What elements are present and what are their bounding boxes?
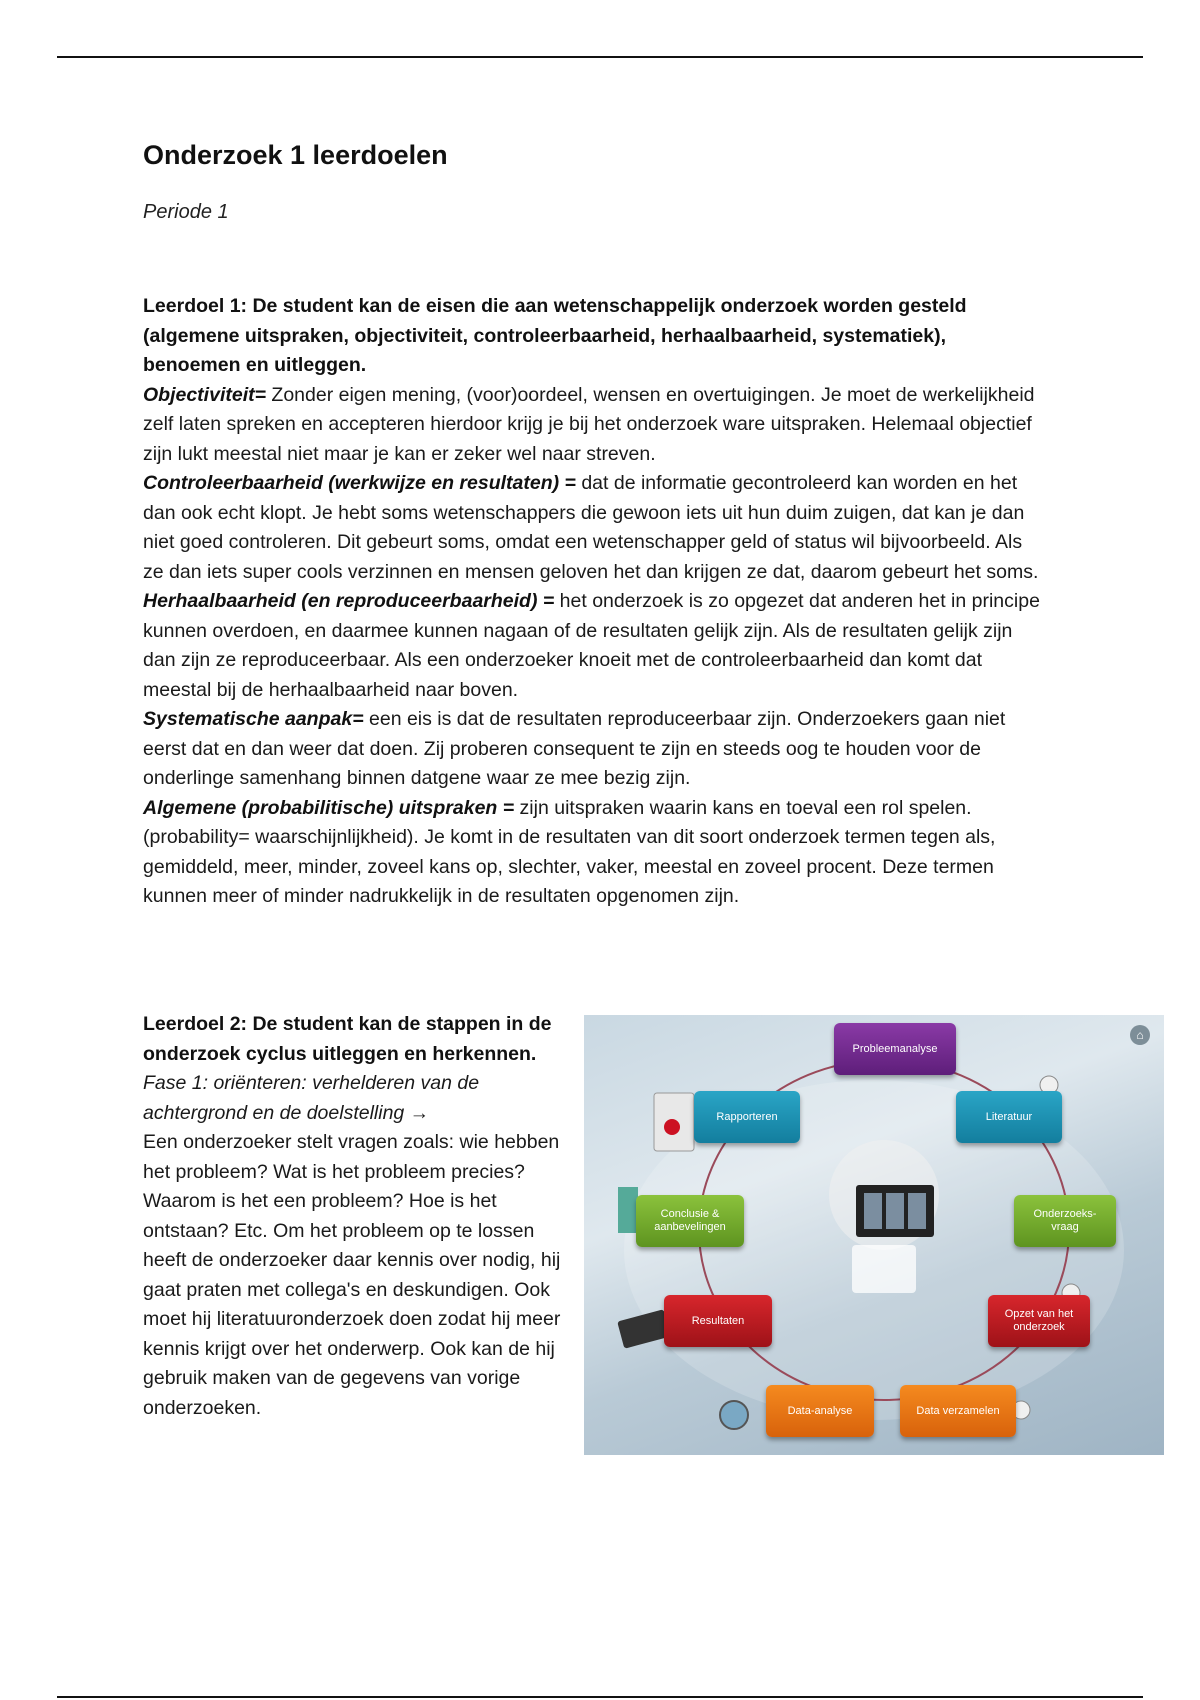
objectiviteit-paragraph xyxy=(143,381,1043,470)
step-opzet-onderzoek: Opzet van het onderzoek xyxy=(988,1295,1090,1347)
leerdoel-2-section xyxy=(143,1010,563,1423)
fase-1-text: Een onderzoeker stelt vragen zoals: wie hebben het probleem? Wat is het probleem precies? Waarom is het een probleem? Hoe is het ontstaan? Etc. Om het probleem op te lossen heeft de onderzoeker daar kennis over nodig, hij gaat praten met collega's en deskundigen. Ook moet hij literatuuronderzoek doen zodat hij meer kennis krijgt over het onderwerp. Ook kan de hij gebruik maken van de gegevens van vorige onderzoeken. xyxy=(143,1131,561,1419)
bottom-rule xyxy=(57,1696,1143,1698)
home-icon[interactable]: ⌂ xyxy=(1130,1025,1150,1045)
fase-1-line: Fase 1: oriënteren: verhelderen van de achtergrond en de doelstelling → xyxy=(143,1072,480,1124)
systematische-text: een eis is dat de resultaten reproduceerbaar zijn. Onderzoekers gaan niet eerst dat en dan weer dat doen. Zij proberen consequent te zijn en steeds oog te houden voor de onderlinge samenhang binnen datgene waar ze mee bezig zijn. xyxy=(143,708,1006,789)
step-data-verzamelen: Data verzamelen xyxy=(900,1385,1016,1437)
magnifier-icon xyxy=(720,1401,748,1429)
herhaalbaarheid-text: het onderzoek is zo opgezet dat anderen het in principe kunnen overdoen, en daarmee kunnen nagaan of de resultaten gelijk zijn. Als de resultaten gelijk zijn dan zijn ze reproduceerbaar. Als een onderzoeker knoeit met de controleerbaarheid dan komt dat meestal bij de herhaalbaarheid naar boven. xyxy=(143,590,1040,701)
objectiviteit-term: Objectiviteit= xyxy=(143,383,266,406)
page-subtitle: Periode 1 xyxy=(143,201,229,223)
systematische-paragraph xyxy=(143,705,1043,794)
controleerbaarheid-text: dat de informatie gecontroleerd kan worden en het dan ook echt klopt. Je hebt soms wetenschappers die gewoon iets uit hun duim zuigen, dat kan je dan niet goed controleren. Dit gebeurt soms, omdat een wetenschapper geld of status wil bijvoorbeeld. Als ze dan iets super cools verzinnen en mensen geloven het dan krijgen ze dat, daarom gebeurt het soms. xyxy=(143,472,1039,583)
step-rapporteren: Rapporteren xyxy=(694,1091,800,1143)
document-body xyxy=(143,140,1043,912)
film-frame-3 xyxy=(908,1193,926,1229)
algemene-paragraph xyxy=(143,794,1043,912)
research-cycle-diagram xyxy=(584,1015,1164,1455)
tablet-chart-icon xyxy=(617,1309,671,1348)
leerdoel-2-heading: Leerdoel 2: De student kan de stappen in de onderzoek cyclus uitleggen en herkennen. xyxy=(143,1013,552,1065)
report-chart-icon xyxy=(664,1119,680,1135)
person-body-icon xyxy=(852,1245,916,1293)
algemene-text: zijn uitspraken waarin kans en toeval een rol spelen. (probability= waarschijnlijkheid). Je komt in de resultaten van dit soort onderzoek termen tegen als, gemiddeld, meer, minder, zoveel kans op, slechter, vaker, meestal en zoveel procent. Deze termen kunnen meer of minder nadrukkelijk in de resultaten opgenomen zijn. xyxy=(143,796,996,907)
leerdoel-1-heading: Leerdoel 1: De student kan de eisen die aan wetenschappelijk onderzoek worden gesteld (algemene uitspraken, objectiviteit, controleerbaarheid, herhaalbaarheid, systematiek), benoemen en uitleggen. xyxy=(143,295,967,376)
page-title: Onderzoek 1 leerdoelen xyxy=(143,140,448,170)
film-frame-1 xyxy=(864,1193,882,1229)
blocks-icon xyxy=(618,1187,638,1233)
step-literatuur: Literatuur xyxy=(956,1091,1062,1143)
film-frame-2 xyxy=(886,1193,904,1229)
step-onderzoeksvraag: Onderzoeks- vraag xyxy=(1014,1195,1116,1247)
step-probleemanalyse: Probleemanalyse xyxy=(834,1023,956,1075)
objectiviteit-text: Zonder eigen mening, (voor)oordeel, wensen en overtuigingen. Je moet de werkelijkheid zelf laten spreken en accepteren hierdoor krijg je bij het onderzoek ware uitspraken. Helemaal objectief zijn lukt meestal niet maar je kan er zeker wel naar streven. xyxy=(143,383,1035,465)
herhaalbaarheid-term: Herhaalbaarheid (en reproduceerbaarheid) = xyxy=(143,590,555,612)
step-conclusie: Conclusie & aanbevelingen xyxy=(636,1195,744,1247)
algemene-term: Algemene (probabilitische) uitspraken = xyxy=(143,796,515,819)
leerdoel-1-section xyxy=(143,292,1043,912)
controleerbaarheid-paragraph xyxy=(143,469,1043,587)
top-rule xyxy=(57,56,1143,58)
step-resultaten: Resultaten xyxy=(664,1295,772,1347)
step-data-analyse: Data-analyse xyxy=(766,1385,874,1437)
herhaalbaarheid-paragraph xyxy=(143,587,1043,705)
systematische-term: Systematische aanpak= xyxy=(143,708,364,730)
controleerbaarheid-term: Controleerbaarheid (werkwijze en resultaten) = xyxy=(143,472,576,494)
